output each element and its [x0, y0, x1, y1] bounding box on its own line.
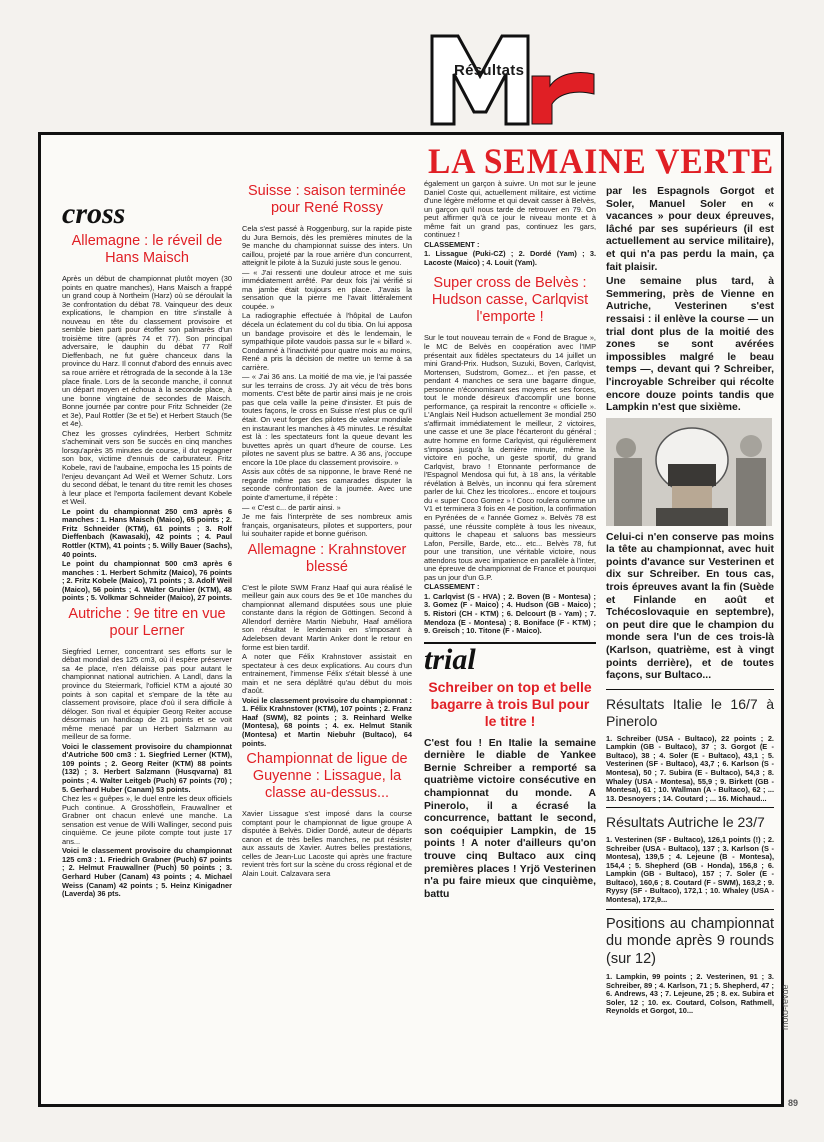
championship-text [606, 532, 774, 683]
rider-helmet-icon [606, 418, 772, 526]
divider [606, 807, 774, 808]
trial-body [424, 738, 596, 902]
belves-subtitle: Super cross de Belvès : Hudson casse, Carlqvist l'emporte ! [431, 275, 589, 326]
column-3 [424, 180, 596, 901]
page-number: 89 [788, 1098, 799, 1108]
guyenne-subtitle: Championnat de ligue de Guyenne : Lissague, la classe au-dessus... [246, 751, 408, 802]
positions-results: 1. Lampkin, 99 points ; 2. Vesterinen, 91 ; 3. Schreiber, 89 ; 4. Karlson, 71 ; 5. Shepherd, 47 ; 6. Andrews, 43 ; 7. Lejeune, 25 ; 8. ex. Subira et Soler, 12 ; 10. ex. Coutard, Colson, Rathmell, Reynolds et Gorgot, 10... [606, 972, 774, 1016]
brand-label: moto-revue [780, 984, 790, 1030]
paragraph: Chez les grosses cylindrées, Herbert Schmitz s'acheminait vers son 5e succès en cinq manches lorsqu'après 35 minutes de course, il dut regagner son box, victime d'ennuis de carburateur. Fritz Kobele, ravi de l'aubaine, empocha les 15 points de l'enjeu devançant Ad Weil et Werner Schutz. Lors du second débat, le tenant du titre remit les choses à leur place et l'emporta facilement devant Kobele et Weil. [62, 428, 232, 507]
column-1 [62, 190, 232, 900]
paragraph: Le point du championnat 250 cm3 après 6 manches : 1. Hans Maisch (Maico), 65 points ; 2. Fritz Schneider (KTM), 61 points ; 3. Rolf Dieffenbach (Kawasaki), 42 points ; 4. Paul Rottler (KTM), 41 points ; 5. Willy Bauer (Sachs), 40 points. [62, 506, 232, 559]
paragraph: — « J'ai 36 ans. La moitié de ma vie, je l'ai passée sur les terrains de cross. J'y ait vécu de très bons moments. C'est bête de partir ainsi mais je ne crois pas que cela vaille la peine d'insister. Et puis de toutes façons, le cross en Suisse n'est plus ce qu'il était. On veut forger des pilotes de valeur mondiale en instaurant les manches à 45 minutes. Le résultat est là : les spectateurs font la queue devant les buvettes après un quart d'heure de course. Les pilotes ne savent plus se battre. A 36 ans, j'occupe encore la 10e place du classement provisoire. » [242, 372, 412, 467]
column-2 [242, 180, 412, 879]
paragraph: par les Espagnols Gorgot et Soler, Manuel Soler en « vacances » pour deux épreuves, lâché par ses supérieurs (il est actuellement au service militaire), et qui n'a pas perdu la main, ça fait plaisir. [606, 186, 774, 273]
classement: 1. Carlqvist (S - HVA) ; 2. Boven (B - Montesa) ; 3. Gomez (F - Maico) ; 4. Hudson (GB - Maico) ; 5. Ristori (CH - KTM) ; 6. Delcourt (B - Yam) ; 7. Mendoza (E - Montesa) ; 8. Boniface (F - KTM) ; 9. Greisch ; 10. Titone (F - Maico). [424, 591, 596, 636]
page-title: LA SEMAINE VERTE [428, 141, 775, 181]
paragraph: Voici le classement provisoire du championnat 125 cm3 : 1. Friedrich Grabner (Puch) 67 points ; 2. Helmut Frauwallner (Puch) 50 points ; 3. Gerhard Huber (Canam) 43 points ; 4. Michael Weiss (Canam) 42 points ; 5. Heinz Kinigadner (Laverda) 36 pts. [62, 846, 232, 899]
italie-results: 1. Schreiber (USA - Bultaco), 22 points ; 2. Lampkin (GB - Bultaco), 37 ; 3. Gorgot (E - Bultaco), 38 ; 4. Soler (E - Bultaco), 43,1 ; 5. Vesterinen (SF - Bultaco), 43,7 ; 6. Karlson (S - Montesa), 50 ; 7. Subira (E - Bultaco), 54,3 ; 8. Whaley (USA - Montesa), 55,9 ; 9. Birkett (GB - Montesa), 61 ; 10. Wallman (A - Bultaco), 62 ; ... 13. Desnoyers ; 14. Coutard ; ... 16. Michaud... [606, 733, 774, 803]
classement: 1. Lissague (Puki-CZ) ; 2. Dordé (Yam) ; 3. Lacoste (Maico) ; 4. Louit (Yam). [424, 249, 596, 267]
divider [606, 909, 774, 910]
paragraph: également un garçon à suivre. Un mot sur le jeune Daniel Coste qui, actuellement militaire, est victime d'une légère méforme et qui devait casser à Belvès, un garçon qu'il nous tarde de retrouver en 79. On peut affirmer qu'à ce jour le niveau monte et à même fait un grand pas, continuez les gars, continuez ! [424, 179, 596, 240]
paragraph: — « C'est c... de partir ainsi. » [242, 502, 341, 512]
trial-title: trial [424, 642, 476, 676]
paragraph: Cela s'est passé à Roggenburg, sur la rapide piste du Jura Bernois, dès les premières minutes de la 9e manche du championnat suisse des inters. Un caillou, projeté par la roue arrière d'un concurrent, atteignit le pilote à la Suzuki juste sous le genou. [242, 224, 412, 268]
classement-label: CLASSEMENT : [424, 239, 480, 249]
paragraph: C'est le pilote SWM Franz Haaf qui aura réalisé le meilleur gain aux cours des 9e et 10e manches du championnat allemand disputées sous une pluie constante dans la région de Göttingen. Second à Allendorf derrière Martin Niebuhr, Haaf améliora son résultat le lendemain en s'imposant à Adelebsen devant Martin Anker dont le retour en forme est bien tardif. [242, 582, 412, 652]
paragraph: Sur le tout nouveau terrain de « Fond de Brague », le MC de Belvès en coopération avec l'IMP présentait aux fidèles spectateurs du 14 juillet un mini Grand-Prix. Hudson, Suzuki, Boven, Carlqvist, Mortensen, Sudstrom, Gomez... et j'en passe, et pendant 4 manches ce sera une bagarre dingue, personne n'économisant ses moyens et ses forces, tout le monde désireux d'accomplir une bonne performance, ça respirait la rencontre « officielle ». L'Anglais Neil Hudson actuellement 3e mondial 250 s'affirmait immédiatement le meilleur, 2 victoires, une casse et une 3e place l'écarteront du général ; autre homme en forme Carlqvist, qui régulièrement s'imposa jusqu'à la dernière minute, même la victoire en poche, un geste sportif, du grand Carlqvist, bravo ! Etonnante performance de l'Espagnol Mendosa qui fut, à 18 ans, la véritable révélation à Belvès, un inconnu qui fera sûrement parler de lui. Chez les tricolores... encore et toujours du « super Coco Gomez » ! Coco roulera comme un V1 et terminera 3 fois en 4e position, la confirmation en Pyrénées de « l'année Gomez ». Belvès 78 est passé, une réussite complète à tous les niveaux, quittons le chapeau et saluons bas messieurs Lafon, Persille, Barde, etc... etc... Belvès 78, fut pour une transition, une véritable victoire, nous attendons tous avec impatience en parallèle à l'inter, une épreuve de championnat de France et pourquoi pas un jour d'un G.P. [424, 333, 596, 582]
paragraph: Après un début de championnat plutôt moyen (30 points en quatre manches), Hans Maisch a frappé un grand coup à Northeim (Harz) où se déroulait la 3e confrontation du débat 78. Vainqueur des deux explications, le champion en titre s'installe à nouveau en tête du classement provisoire et semble bien parti pour étoffer son palmarès d'un troisième titre (après 74 et 77). Son principal adversaire, le dauphin du débat 77 Rolf Dieffenbach, ne fut guère chanceux dans la province du Harz. Il connut d'abord des ennuis avec sa roue arrière et rétrograda de la seconde à la 13e place finale. Lors de la seconde manche, il connut un départ moyen et échoua à la seconde place, à une bonne vingtaine de secondes de Maisch. Bonne journée par contre pour Fritz Schneider (2e et 3e), Paul Rottler (3e et 5e) et Herbert Stauch (5e et 4e). [62, 274, 232, 429]
paragraph: Je me fais l'interprète de ses nombreux amis français, organisateurs, pilotes et supporters, pour lui souhaiter rapide et bonne guérison. [242, 512, 412, 539]
divider [606, 689, 774, 690]
paragraph: Le point du championnat 500 cm3 après 6 manches : 1. Herbert Schmitz (Maico), 76 points ; 2. Fritz Kobele (Maico), 71 points ; 3. Adolf Weil (Maico), 56 points ; 4. Walter Gruhier (KTM), 48 points ; 5. Volkmar Schneider (Maico), 27 points. [62, 559, 232, 603]
suisse-subtitle: Suisse : saison terminée pour René Rossy [248, 183, 406, 216]
autriche-heading: Résultats Autriche le 23/7 [606, 814, 765, 831]
mr-logo-icon [428, 30, 598, 130]
paragraph: La radiographie effectuée à l'hôpital de Laufon décela un éclatement du col du tibia. On lui apposa un bandage provisoire et dès le lendemain, le sympathique pilote vaudois passa sur le « billard ». Condamné à l'inactivité pour quatre mois au moins, René a pris la décision de mettre un terme à sa carrière. [242, 311, 412, 372]
allemagne-subtitle: Allemagne : le réveil de Hans Maisch [71, 233, 223, 266]
paragraph: A noter que Félix Krahnstover assistait en spectateur à ces deux explications. Au cours d'un entrainement, l'immense Félix s'était blessé à une main et ne sera déplâtré qu'au début du mois d'août. [242, 652, 412, 696]
italie-heading: Résultats Italie le 16/7 à Pinerolo [606, 695, 774, 729]
paragraph: Chez les « guêpes », le duel entre les deux officiels Puch continue. A Grosshöflein, Frauwallner et Grabner ont chacun enlevé une manche. La sensation est venue de Willi Wallinger, second puis cinquième. Ce jeune pilote compte tout juste 17 ans... [62, 794, 232, 846]
column-4 [606, 186, 774, 1017]
trial-subtitle: Schreiber on top et belle bagarre à trois Bul pour le titre ! [428, 678, 592, 729]
trial-continued [606, 186, 774, 415]
paragraph: Une semaine plus tard, à Semmering, près de Vienne en Autriche, Vesterinen s'est ressaisi : il enlève la course — un trial dont plus de la moitié des zones se sont avérées impossibles malgré le beau temps —, devant qui ? Schreiber, l'incroyable Schreiber qui récolte encore douze points tandis que Lampkin n'est que sixième. [606, 276, 774, 414]
paragraph: — « J'ai ressenti une douleur atroce et me suis immédiatement arrêté. Par deux fois j'ai vérifié si ma jambe était toujours en place. J'avais la sensation que la pierre me l'avait littéralement coupée. » [242, 267, 412, 311]
autriche-results: 1. Vesterinen (SF - Bultaco), 126,1 points (!) ; 2. Schreiber (USA - Bultaco), 137 ; 3. Karlson (S - Montesa), 139,5 ; 4. Lejeune (B - Montesa), 154,4 ; 5. Shepherd (GB - Honda), 156,8 ; 6. Lampkin (GB - Bultaco), 157 ; 7. Soler (E - Bultaco), 160,6 ; 8. Coutard (F - SWM), 163,2 ; 9. Ryysy (SF - Bultaco), 172,1 ; 10. Whaley (USA - Montesa), 172,9... [606, 835, 774, 905]
positions-heading: Positions au championnat du monde après 9 rounds (sur 12) [606, 915, 774, 967]
allemagne2-subtitle: Allemagne : Krahnstover blessé [247, 541, 407, 575]
autriche-subtitle: Autriche : 9e titre en vue pour Lerner [68, 605, 226, 639]
classement-label: CLASSEMENT : [424, 582, 480, 592]
cross-title: cross [62, 197, 126, 230]
rider-photo [606, 418, 772, 526]
section-label: Résultats [454, 62, 525, 79]
paragraph: C'est fou ! En Italie la semaine dernière le diable de Yankee Bernie Schreiber a remporté sa quatrième victoire consécutive en championnat du monde. A Pinerolo, il a écrasé la concurrence, battant le second, son coéquipier Lampkin, de 15 points ! A noter d'ailleurs qu'on trouve cinq Bultaco aux cinq premières places ! Yrjö Vesterinen n'a pu faire mieux que cinquième, battu [424, 737, 596, 900]
paragraph: Voici le classement provisoire du championnat d'Autriche 500 cm3 : 1. Siegfried Lerner (KTM), 109 points ; 2. Georg Reiter (KTM) 88 points (132) ; 3. Herbert Salzmann (Husqvarna) 81 points ; 4. Walter Leitgeb (Puch) 67 points (70) ; 5. Gerhard Huber (Canam) 53 points. [62, 741, 232, 794]
paragraph: Voici le classement provisoire du championnat : 1. Félix Krahnstover (KTM), 107 points ; 2. Franz Haaf (SWM), 82 points ; 3. Reinhard Welke (Montesa), 68 points ; 4. ex. Helmut Stanik (Montesa) et Martin Niebuhr (Bultaco), 64 points. [242, 695, 412, 748]
paragraph: Siegfried Lerner, concentrant ses efforts sur le débat mondial des 125 cm3, où il espère préserver sa 4e place, n'en délaisse pas pour autant le championnat national autrichien. A Landl, dans la province du Steiermark, l'officiel KTM a ajouté 30 points à son capital et s'empare de la tête au classement provisoire, place d'où il sera difficile à déloger. Son rival et équipier Georg Reiter accuse désormais un handicap de 21 points et se voit même menacé par un Herbert Salzmann au meilleur de sa forme. [62, 646, 232, 742]
paragraph: Celui-ci n'en conserve pas moins la tête au championnat, avec huit points d'avance sur Vesterinen et dix sur Schreiber. En tous cas, trois épreuves avant la fin (Suède et Finlande en août et Tchécoslovaquie en septembre), on peut dire que le champion du monde sera l'un de ces trois-là (Karlson, quatrième, est à vingt points derrière), et de toutes façons, sur Bultaco... [606, 531, 774, 682]
paragraph: Xavier Lissague s'est imposé dans la course comptant pour le championnat de ligue groupe A disputée à Belvès. Didier Dordé, auteur de départs canon et de très belles manches, ne put résister aux assauts de Xavier. Autres belles prestations, celles de Jean-Luc Lacoste qui après une fracture revient très fort sur la scène du cross régional et de Alain Louit. Calzavara sera [242, 809, 412, 878]
paragraph: Assis aux côtés de sa nipponne, le brave René ne regarde même pas ses camarades disputer la seconde confrontation de la journée. Avec une pointe d'amertume, il répète : [242, 467, 412, 502]
